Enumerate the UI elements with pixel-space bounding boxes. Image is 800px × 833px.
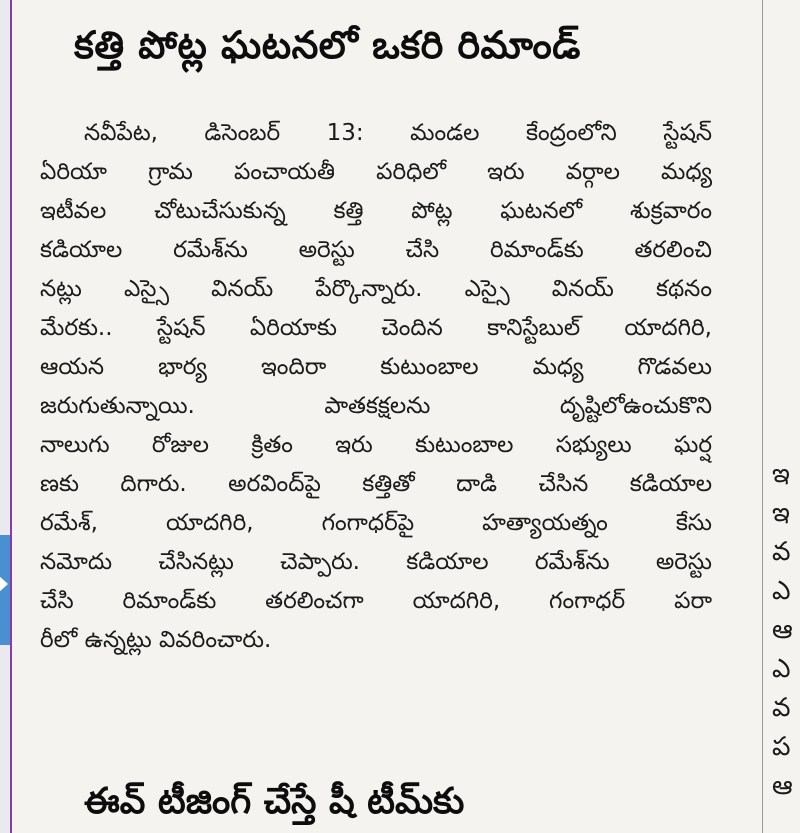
body-line: జరుగుతున్నాయి. పాతకక్షలను దృష్టిలోఉంచుకొని	[40, 393, 712, 419]
body-line: మేరకు.. స్టేషన్ ఏరియాకు చెందిన కానిస్టేబుల్ యాదగిరి,	[40, 315, 712, 341]
fragment-char: ఆ	[772, 771, 793, 801]
body-line: ఆయన భార్య ఇందిరా కుటుంబాల మధ్య గొడవలు	[40, 354, 712, 380]
fragment-char: ఇ	[772, 498, 790, 528]
next-article-headline: ఈవ్ టీజింగ్ చేస్తే షీ టీమ్‌కు	[84, 781, 465, 822]
fragment-char: ప	[772, 732, 791, 762]
fragment-char: ఎ	[772, 576, 791, 606]
edge-arrow-icon	[0, 575, 8, 593]
article-body	[40, 114, 752, 660]
column-divider	[762, 0, 763, 833]
body-line: కడియాల రమేశ్‌ను అరెస్టు చేసి రిమాండ్‌కు తరలించి	[40, 237, 712, 263]
body-line: నవీపేట, డిసెంబర్ 13: మండల కేంద్రంలోని స్టేషన్	[84, 120, 712, 146]
fragment-char: వ	[772, 537, 791, 567]
article-headline: కత్తి పోట్ల ఘటనలో ఒకరి రిమాండ్	[74, 23, 581, 67]
body-line: రీలో ఉన్నట్లు వివరించారు.	[40, 627, 272, 653]
body-line: నమోదు చేసినట్లు చెప్పారు. కడియాల రమేశ్‌ను అరెస్టు	[40, 549, 712, 575]
body-line: నట్లు ఎస్సై వినయ్ పేర్కొన్నారు. ఎస్సై వినయ్ కథనం	[40, 276, 712, 302]
body-line: ణకు దిగారు. అరవింద్‌పై కత్తితో దాడి చేసిన కడియాల	[40, 471, 712, 497]
fragment-char: ఎ	[772, 654, 791, 684]
body-line: ఏరియా గ్రామ పంచాయతీ పరిధిలో ఇరు వర్గాల మధ్య	[40, 159, 712, 185]
right-column-fragment	[772, 455, 800, 806]
body-line: చేసి రిమాండ్‌కు తరలించగా యాదగిరి, గంగాధర్ పరా	[40, 588, 712, 614]
fragment-char: వ	[772, 693, 791, 723]
news-article	[40, 10, 752, 660]
fragment-char: ఆ	[772, 615, 793, 645]
body-line: రమేశ్, యాదగిరి, గంగాధర్‌పై హత్యాయత్నం కేసు	[40, 510, 712, 536]
body-line: నాలుగు రోజుల క్రితం ఇరు కుటుంబాల సభ్యులు ఘర్ష	[40, 432, 712, 458]
body-line: ఇటీవల చోటుచేసుకున్న కత్తి పోట్ల ఘటనలో శుక్రవారం	[40, 198, 712, 224]
left-page-edge	[0, 0, 12, 833]
fragment-char: ఇ	[772, 459, 790, 489]
